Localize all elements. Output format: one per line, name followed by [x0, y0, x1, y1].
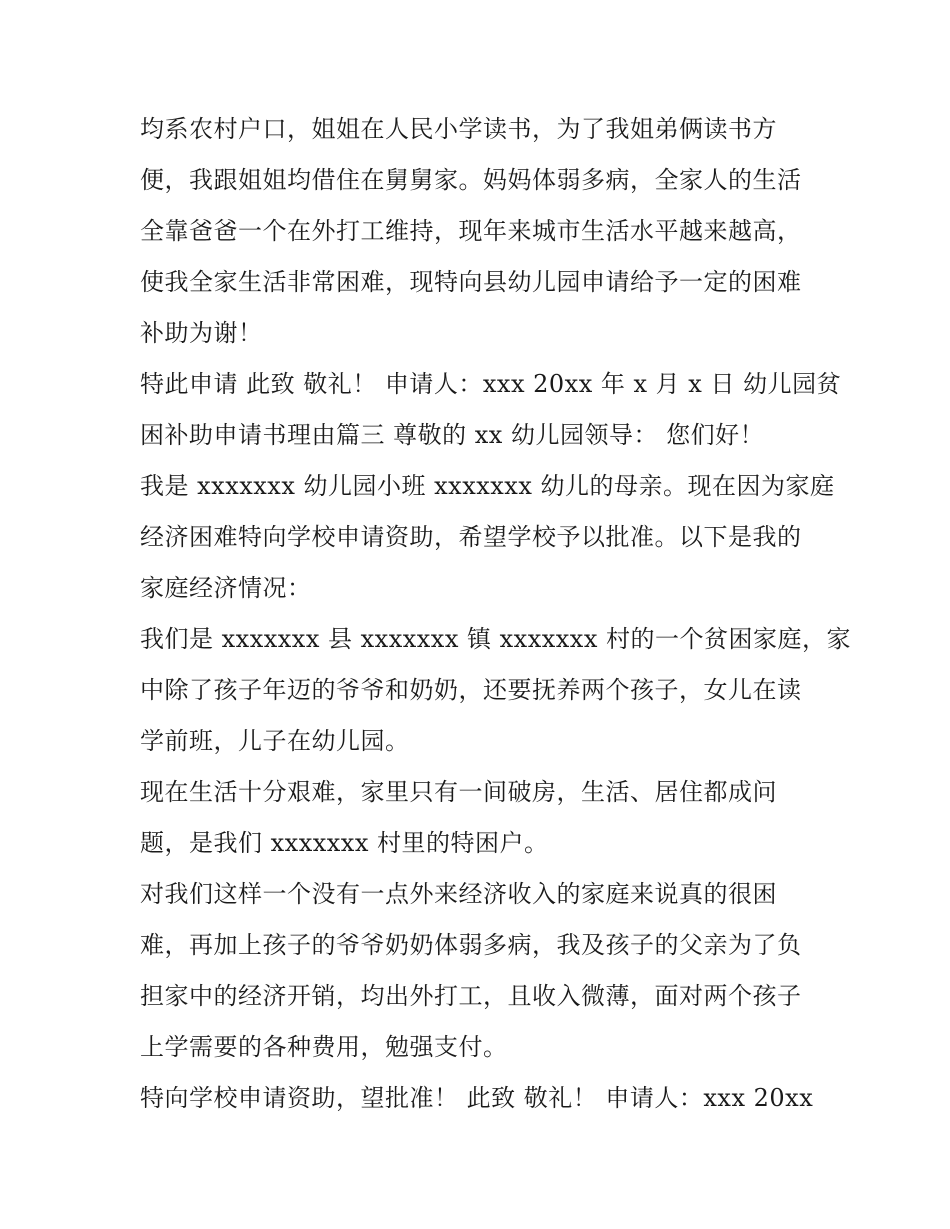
text-line: 学前班，儿子在幼儿园。 — [140, 727, 410, 755]
text-line: 难，再加上孩子的爷爷奶奶体弱多病，我及孩子的父亲为了负 — [140, 931, 802, 959]
text-line: 中除了孩子年迈的爷爷和奶奶，还要抚养两个孩子，女儿在读 — [140, 676, 802, 704]
text-line: 现在生活十分艰难，家里只有一间破房，生活、居住都成问 — [140, 778, 777, 806]
text-line: 我们是 xxxxxxx 县 xxxxxxx 镇 xxxxxxx 村的一个贫困家庭，家 — [140, 625, 852, 653]
text-line: 特此申请 此致 敬礼！ 申请人：xxx 20xx 年 x 月 x 日 幼儿园贫 — [140, 370, 842, 398]
text-line: 经济困难特向学校申请资助，希望学校予以批准。以下是我的 — [140, 523, 802, 551]
text-line: 便，我跟姐姐均借住在舅舅家。妈妈体弱多病，全家人的生活 — [140, 166, 802, 194]
text-line: 上学需要的各种费用，勉强支付。 — [140, 1033, 508, 1061]
text-line: 使我全家生活非常困难，现特向县幼儿园申请给予一定的困难 — [140, 268, 802, 296]
text-line: 全靠爸爸一个在外打工维持，现年来城市生活水平越来越高， — [140, 217, 802, 245]
text-line: 担家中的经济开销，均出外打工，且收入微薄，面对两个孩子 — [140, 982, 802, 1010]
text-line: 家庭经济情况： — [140, 574, 312, 602]
text-line: 均系农村户口，姐姐在人民小学读书，为了我姐弟俩读书方 — [140, 115, 777, 143]
text-line: 我是 xxxxxxx 幼儿园小班 xxxxxxx 幼儿的母亲。现在因为家庭 — [140, 472, 835, 500]
text-line: 补助为谢！ — [140, 319, 263, 347]
text-line: 题，是我们 xxxxxxx 村里的特困户。 — [140, 829, 549, 857]
text-line: 对我们这样一个没有一点外来经济收入的家庭来说真的很困 — [140, 880, 777, 908]
text-line: 特向学校申请资助，望批准！ 此致 敬礼！ 申请人：xxx 20xx — [140, 1084, 814, 1112]
document-body — [140, 104, 852, 1124]
text-line: 困补助申请书理由篇三 尊敬的 xx 幼儿园领导： 您们好！ — [140, 421, 765, 449]
